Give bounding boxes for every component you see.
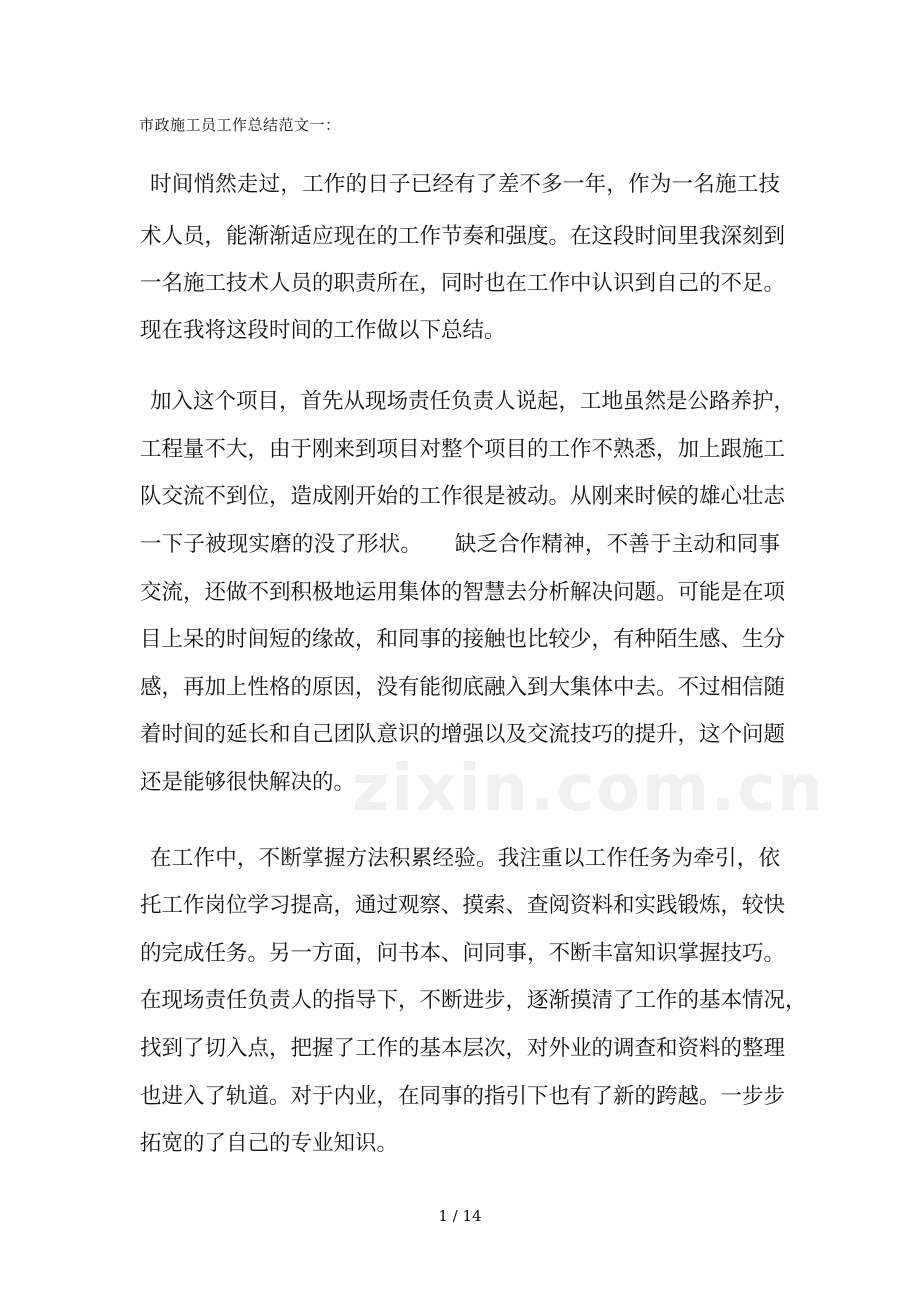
paragraph-line: 现在我将这段时间的工作做以下总结。: [140, 318, 506, 343]
paragraph-line: 在工作中，不断掌握方法积累经验。我注重以工作任务为牵引，依: [150, 846, 780, 871]
paragraph-line: 队交流不到位，造成刚开始的工作很是被动。从刚来时候的雄心壮志: [140, 484, 786, 509]
paragraph-line: 的完成任务。另一方面，问书本、问同事，不断丰富知识掌握技巧。: [140, 941, 786, 966]
paragraph-line: 还是能够很快解决的。: [140, 770, 356, 795]
paragraph-line: 拓宽的了自己的专业知识。: [140, 1131, 399, 1156]
paragraph-line: 目上呆的时间短的缘故，和同事的接触也比较少，有种陌生感、生分: [140, 627, 786, 652]
paragraph-line: 加入这个项目，首先从现场责任负责人说起，工地虽然是公路养护，: [150, 389, 796, 414]
paragraph-line: 也进入了轨道。对于内业，在同事的指引下也有了新的跨越。一步步: [140, 1084, 786, 1109]
paragraph-line: 交流，还做不到积极地运用集体的智慧去分析解决问题。可能是在项: [140, 580, 786, 605]
paragraph-line: 着时间的延长和自己团队意识的增强以及交流技巧的提升，这个问题: [140, 722, 786, 747]
paragraph-line: 术人员，能渐渐适应现在的工作节奏和强度。在这段时间里我深刻到: [140, 224, 786, 249]
watermark: zixin.com.cn: [352, 752, 825, 826]
page-number: 1 / 14: [438, 1207, 482, 1225]
paragraph-line: 感，再加上性格的原因，没有能彻底融入到大集体中去。不过相信随: [140, 675, 786, 700]
paragraph-line: 一名施工技术人员的职责所在，同时也在工作中认识到自己的不足。: [140, 271, 786, 296]
paragraph-line: 一下子被现实磨的没了形状。 缺乏合作精神，不善于主动和同事: [140, 532, 780, 557]
document-title: 市政施工员工作总结范文一：: [139, 116, 341, 134]
paragraph-line: 在现场责任负责人的指导下，不断进步，逐渐摸清了工作的基本情况，: [140, 988, 807, 1013]
paragraph-line: 时间悄然走过，工作的日子已经有了差不多一年，作为一名施工技: [150, 172, 780, 197]
paragraph-line: 找到了切入点，把握了工作的基本层次，对外业的调查和资料的整理: [140, 1036, 786, 1061]
paragraph-line: 工程量不大，由于刚来到项目对整个项目的工作不熟悉，加上跟施工: [140, 437, 786, 462]
paragraph-line: 托工作岗位学习提高，通过观察、摸索、查阅资料和实践锻炼，较快: [140, 893, 786, 918]
